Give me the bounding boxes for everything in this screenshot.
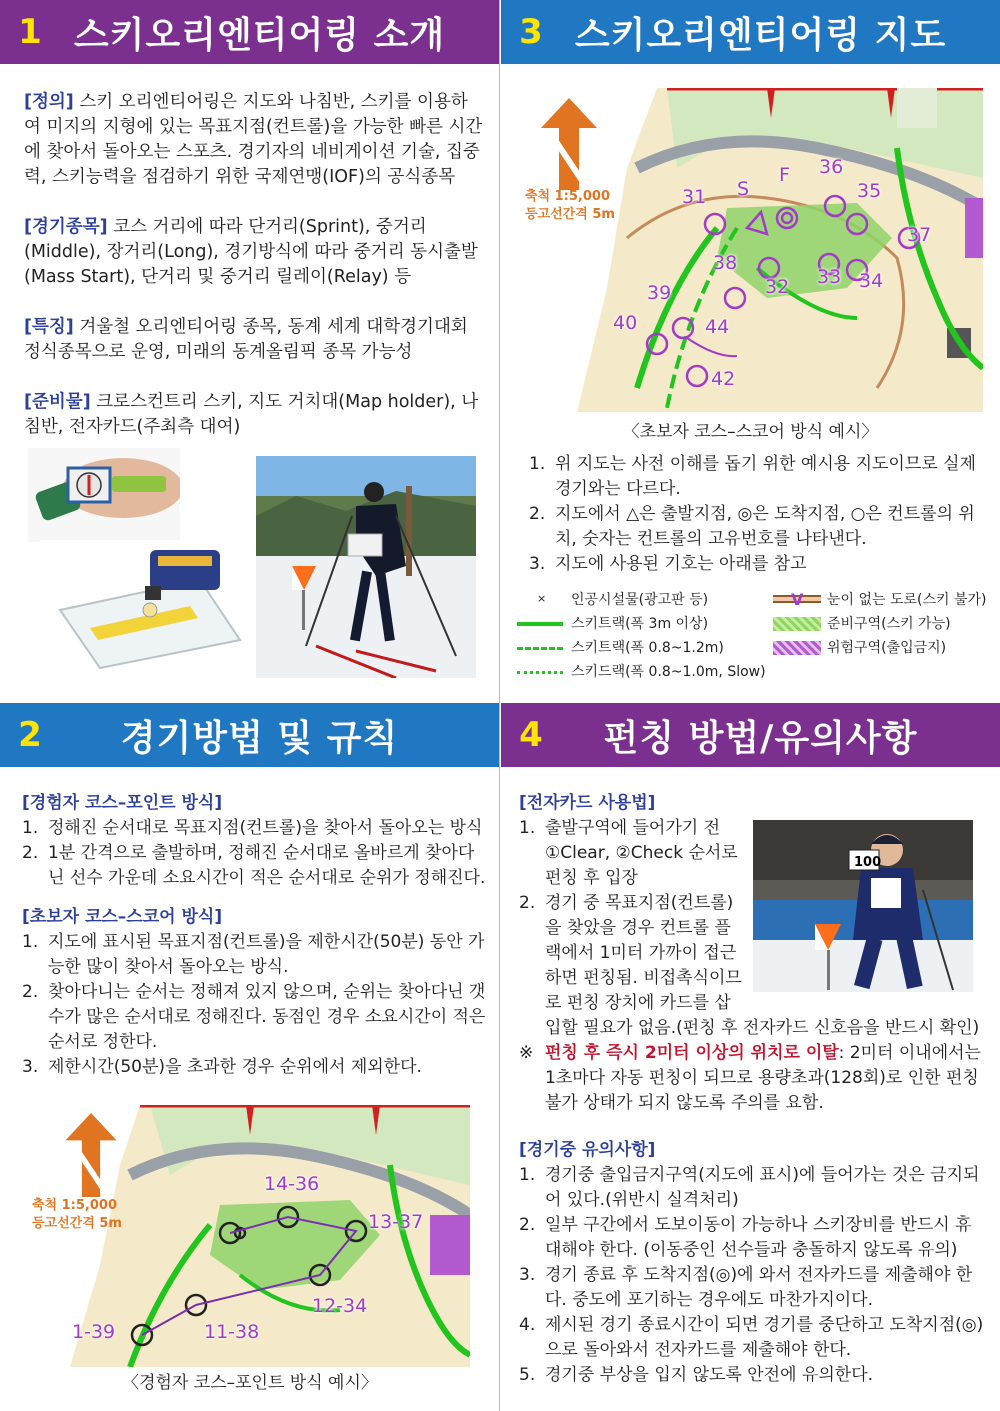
section-intro (0, 0, 500, 703)
skier-photo (256, 456, 476, 678)
section-rules (0, 703, 500, 1411)
beginner-course-list (22, 930, 487, 1080)
punching-warning: ※ 펀칭 후 즉시 2미터 이상의 위치로 이탈: 2미터 이내에서는 1초마다 자동 펀칭이 되므로 용량초과(128회)로 인한 펀칭 불가 상태가 되지 않도록 주의를 요함. (519, 1043, 981, 1113)
list-item: 4. 제시된 경기 종료시간이 되면 경기를 중단하고 도착지점(◎)으로 돌아와서 전자카드를 제출해야 한다. (519, 1315, 984, 1360)
section-header (0, 0, 499, 64)
events-tag: [경기종목] (24, 217, 108, 237)
control-number-label: 42 (711, 368, 736, 390)
map-contour-label: 등고선간격 5m (32, 1216, 122, 1231)
control-number-label: 32 (765, 276, 790, 298)
section-number: 4 (519, 715, 543, 755)
control-number-label: F (779, 164, 790, 186)
warning-highlight: 펀칭 후 즉시 2미터 이상의 위치로 이탈 (545, 1043, 839, 1063)
prep-zone-swatch (771, 614, 823, 634)
control-number-label: 40 (613, 312, 638, 334)
control-number-label: 31 (682, 186, 707, 208)
map-scale-block (32, 1197, 122, 1233)
caution-heading: [경기중 유의사항] (519, 1140, 656, 1160)
control-number-label: 35 (857, 180, 882, 202)
solid-track-icon (515, 614, 567, 634)
legend-track-mid: 스키트랙(폭 0.8~1.2m) (515, 636, 724, 660)
dashed-track-icon (515, 638, 567, 658)
rules-body (22, 791, 487, 1080)
features-paragraph (24, 315, 483, 365)
leg-label: 1-39 (72, 1321, 116, 1343)
legend-danger-zone: 위험구역(출입금지) (771, 636, 946, 660)
map-scale-label: 축척 1:5,000 (525, 189, 611, 204)
expert-course-heading: [경험자 코스–포인트 방식] (22, 793, 223, 813)
map-scale-label: 축척 1:5,000 (32, 1198, 118, 1213)
definition-text: 스키 오리엔티어링은 지도와 나침반, 스키를 이용하여 미지의 지형에 있는 목표지점(컨트롤)을 가능한 빠른 시간에 찾아서 돌아오는 스포츠. 경기자의 네비게이션 기술, 집중력, 스키능력을 점검하기 위한 국제연맹(IOF)의 공식종목 (24, 92, 483, 187)
equipment-text: 크로스컨트리 스키, 지도 거치대(Map holder), 나침반, 전자카드(주최측 대여) (24, 392, 479, 437)
definition-tag: [정의] (24, 92, 74, 112)
section-number: 1 (18, 12, 42, 52)
ecard-heading: [전자카드 사용법] (519, 793, 656, 813)
control-number-label: S (737, 178, 750, 200)
map-scale-block (525, 188, 615, 224)
events-text: 코스 거리에 따라 단거리(Sprint), 중거리(Middle), 장거리(Long), 경기방식에 따라 중거리 동시출발(Mass Start), 단거리 및 중거리 릴레이(Relay) 등 (24, 217, 478, 287)
list-item: 2. 찾아다니는 순서는 정해져 있지 않으며, 순위는 찾아다닌 갯수가 많은 순서대로 정해진다. 동점인 경우 소요시간이 적은 순서로 정한다. (22, 982, 486, 1052)
beginner-course-heading: [초보자 코스–스코어 방식] (22, 907, 223, 927)
list-item: 1. 지도에 표시된 목표지점(컨트롤)을 제한시간(50분) 동안 가능한 많이 찾아서 돌아오는 방식. (22, 932, 485, 977)
bib-number: 100 (854, 855, 882, 870)
legend-artificial: × 인공시설물(광고판 등) (515, 588, 708, 612)
control-number-label: 38 (713, 252, 738, 274)
control-number-label: 37 (907, 224, 932, 246)
section-title: 펀칭 방법/유의사항 (603, 717, 918, 759)
leg-label: 12-34 (312, 1295, 368, 1317)
ecard-item-2: 2. 경기 중 목표지점(컨트롤)을 찾았을 경우 컨트롤 플랙에서 1미터 가까이 접근하면 펀칭됨. 비접촉식이므로 펀칭 장치에 카드를 삽입할 필요가 없음.(펀칭 후 전자카드 신호음을 반드시 확인) (519, 893, 980, 1038)
legend-prep-zone: 준비구역(스키 가능) (771, 612, 951, 636)
section-title: 경기방법 및 규칙 (120, 717, 399, 759)
definition-paragraph (24, 90, 483, 190)
equipment-tag: [준비물] (24, 392, 91, 412)
list-item: 3. 지도에 사용된 기호는 아래를 참고 (529, 554, 807, 574)
features-text: 겨울철 오리엔티어링 종목, 동계 세계 대학경기대회 정식종목으로 운영, 미래의 동계올림픽 종목 가능성 (24, 317, 468, 362)
thumb-compass-photo (28, 448, 180, 542)
section-header (501, 703, 1000, 767)
no-snow-road-icon: V (771, 590, 823, 610)
cross-mark-icon: × (537, 592, 547, 605)
list-item: 3. 제한시간(50분)을 초과한 경우 순위에서 제외한다. (22, 1057, 422, 1077)
events-paragraph (24, 215, 483, 290)
control-number-label: 44 (705, 316, 730, 338)
legend-track-narrow: 스키드랙(폭 0.8~1.0m, Slow) (515, 660, 766, 684)
section-number: 3 (519, 12, 543, 52)
list-item: 1. 경기중 출입금지구역(지도에 표시)에 들어가는 것은 금지되어 있다.(위반시 실격처리) (519, 1165, 980, 1210)
section-header (501, 0, 1000, 64)
control-number-label: 39 (647, 282, 672, 304)
section-number: 2 (18, 715, 42, 755)
legend-no-snow: V 눈이 없는 도로(스키 불가) (771, 588, 987, 612)
equipment-paragraph (24, 390, 483, 440)
section-punching (501, 703, 1000, 1411)
list-item: 1. 위 지도는 사전 이해를 돕기 위한 예시용 지도이므로 실제 경기와는 다르다. (529, 454, 976, 499)
section-map (501, 0, 1000, 703)
dotted-track-icon (515, 662, 567, 682)
list-item: 3. 경기 종료 후 도착지점(◎)에 와서 전자카드를 제출해야 한다. 중도에 포기하는 경우에도 마찬가지이다. (519, 1265, 973, 1310)
legend-track-wide: 스키트랙(폭 3m 이상) (515, 612, 708, 636)
intro-body (24, 90, 483, 465)
map-holder-photo (40, 540, 250, 675)
list-item: 2. 일부 구간에서 도보이동이 가능하나 스키장비를 반드시 휴대해야 한다. (이동중인 선수들과 충돌하지 않도록 유의) (519, 1215, 972, 1260)
control-number-label: 33 (817, 266, 842, 288)
section-title: 스키오리엔티어링 지도 (574, 14, 947, 56)
beginner-course-map (517, 88, 983, 412)
control-number-label: 36 (819, 156, 844, 178)
map-notes-list (529, 452, 986, 577)
caution-list (519, 1163, 986, 1388)
list-item: 5. 경기중 부상을 입지 않도록 안전에 유의한다. (519, 1365, 874, 1385)
north-arrow-icon (56, 1113, 126, 1197)
section-title: 스키오리엔티어링 소개 (73, 14, 446, 56)
punching-body (519, 791, 986, 1388)
expert-course-map (30, 1105, 470, 1367)
leg-label: 14-36 (264, 1173, 320, 1195)
expert-course-list (22, 816, 487, 891)
features-tag: [특징] (24, 317, 74, 337)
danger-zone-swatch (771, 638, 823, 658)
map-notes (529, 452, 986, 577)
map-caption: 〈초보자 코스–스코어 방식 예시〉 (622, 422, 879, 442)
ecard-item-1: 1. 출발구역에 들어가기 전 ①Clear, ②Check 순서로 펀칭 후 입장 (519, 818, 738, 888)
map-contour-label: 등고선간격 5m (525, 207, 615, 222)
list-item: 2. 지도에서 △은 출발지점, ◎은 도착지점, ○은 컨트롤의 위치, 숫자는 컨트롤의 고유번호를 나타낸다. (529, 504, 975, 549)
control-number-label: 34 (859, 270, 884, 292)
leg-label: 13-37 (368, 1211, 424, 1233)
north-arrow-icon (531, 98, 607, 190)
list-item: 1. 정해진 순서대로 목표지점(컨트롤)을 찾아서 돌아오는 방식 (22, 818, 483, 838)
list-item: 2. 1분 간격으로 출발하며, 정해진 순서대로 올바르게 찾아다닌 선수 가운데 소요시간이 적은 순서대로 순위가 정해진다. (22, 843, 486, 888)
map-caption: 〈경험자 코스–포인트 방식 예시〉 (122, 1373, 378, 1393)
leg-label: 11-38 (204, 1321, 260, 1343)
section-header (0, 703, 499, 767)
